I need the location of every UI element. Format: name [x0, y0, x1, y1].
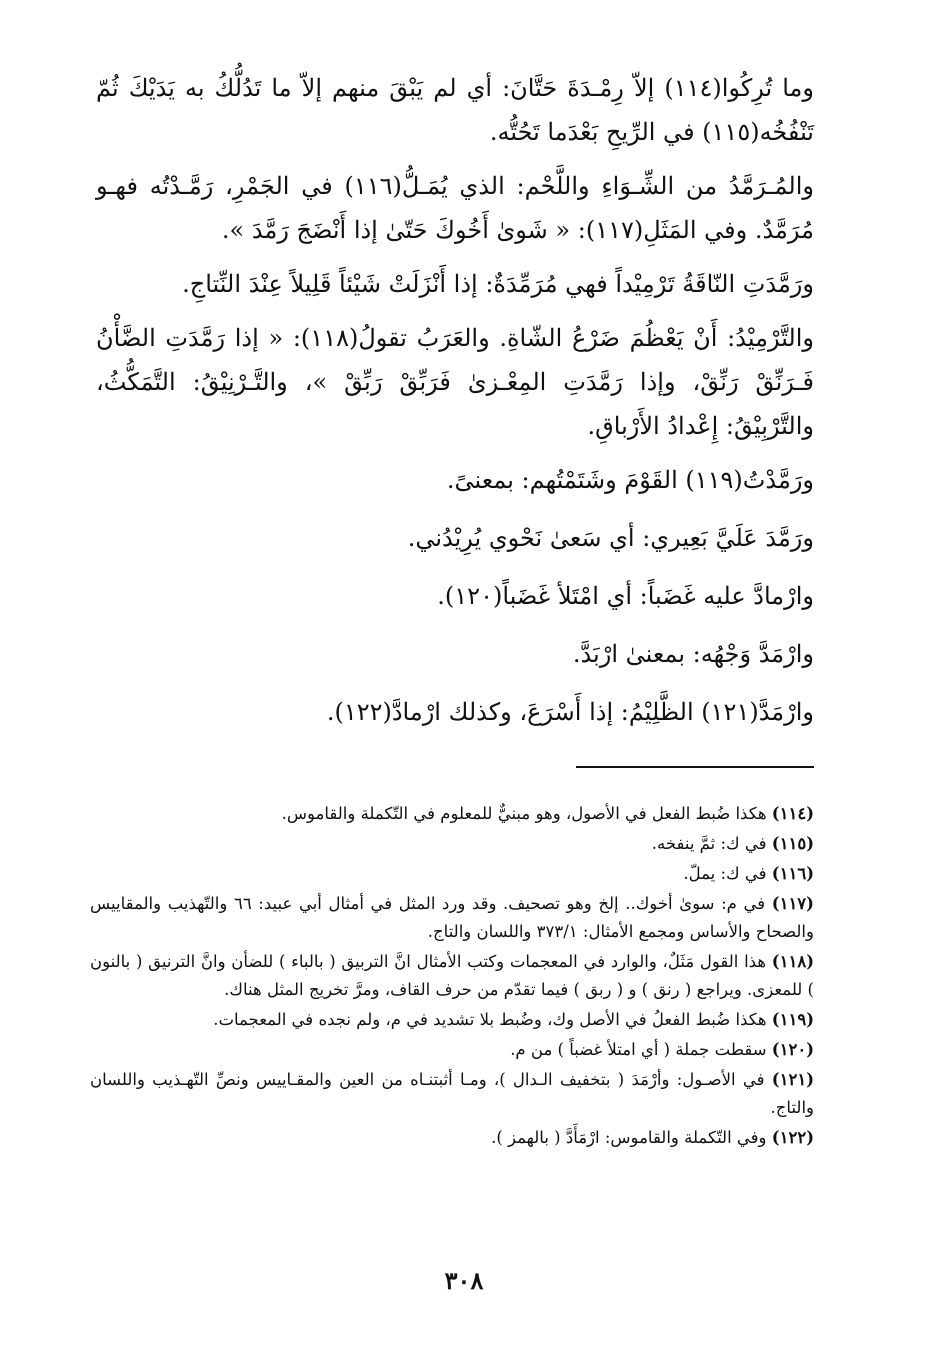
paragraph-1: وما تُرِكُوا(١١٤) إلاّ رِمْـدَةَ حَتَّانَ: أي لم يَبْقَ منهم إلاّ ما تَدُلُّكُ به يَدَيْكَ ثُمّ تَنْفُخُه(١١٥) في الرِّيحِ بَعْدَما تَحُتُّه.: [96, 74, 814, 146]
line-5: وارْمَدَّ(١٢١) الظَّلِيْمُ: إذا أَسْرَعَ، وكذلك ارْمادَّ(١٢٢).: [326, 698, 814, 726]
footnote-121: [90, 1066, 814, 1122]
main-text: [96, 66, 814, 748]
footnote-separator: [576, 766, 814, 768]
line-1: ورَمَّدْتُ(١١٩) القَوْمَ وشَتَمْتُهم: بمعنىً.: [446, 466, 814, 494]
footnote-text: في ك: يملّ.: [683, 864, 767, 883]
line-2: ورَمَّدَ عَلَيَّ بَعِيري: أي سَعىٰ نَحْوي يُرِيْدُني.: [407, 524, 814, 552]
footnote-number: (١١٤): [771, 804, 814, 823]
page-number: ٣٠٨: [444, 1266, 484, 1295]
footnote-115: [90, 830, 814, 858]
footnote-122: [90, 1124, 814, 1152]
footnote-116: [90, 860, 814, 888]
footnote-text: في ك: ثمَّ ينفخه.: [651, 834, 767, 853]
line-4: وارْمَدَّ وَجْهُه: بمعنىٰ ارْبَدَّ.: [572, 640, 814, 668]
footnote-text: هذا القول مَثَلٌ، والوارد في المعجمات وكتب الأمثال انَّ التربيق ( بالباء ) للضأن وانَّ الترنيق ( بالنون ) للمعزى. ويراجع ( رنق ) و ( ربق ) فيما تقدّم من حرف القاف، ومرَّ تخريج المثل هناك.: [90, 952, 814, 999]
footnote-117: [90, 890, 814, 946]
footnote-114: [90, 800, 814, 828]
footnote-text: في م: سوىٰ أخوك.. إلخ وهو تصحيف. وقد ورد المثل في أمثال أبي عبيد: ٦٦ والتّهذيب والمقاييس والصحاح والأساس ومجمع الأمثال: ٣٧٣/١ واللسان والتاج.: [90, 894, 814, 941]
footnotes: [90, 800, 814, 1154]
footnote-number: (١١٥): [771, 834, 814, 853]
paragraph-2: والمُـرَمَّدُ من الشِّـوَاءِ واللَّحْم: الذي يُمَـلُّ(١١٦) في الجَمْرِ، رَمَّـدْتُه فهـو مُرَمَّدٌ. وفي المَثَلِ(١١٧): « شَوىٰ أَخُوكَ حَتّىٰ إذا أَنْضَجَ رَمَّدَ ».: [96, 172, 814, 244]
footnote-number: (١١٩): [771, 1010, 814, 1029]
footnote-number: (١١٨): [771, 952, 814, 971]
footnote-119: [90, 1006, 814, 1034]
paragraph-4: والتَّرْمِيْدُ: أَنْ يَعْظُمَ ضَرْعُ الشّاةِ. والعَرَبُ تقولُ(١١٨): « إذا رَمَّدَتِ الضَّأْنُ فَـرَنِّقْ رَنِّقْ، وإذا رَمَّدَتِ المِعْـزىٰ فَرَبِّقْ رَبِّقْ »، والتَّـرْنِيْقُ: التَّمَكُّثُ، والتَّرْبِيْقُ: إِعْدادُ الأَرْباقِ.: [96, 324, 815, 440]
footnote-number: (١١٧): [771, 894, 814, 913]
footnote-number: (١٢٠): [771, 1040, 814, 1059]
footnote-text: سقطت جملة ( أي امتلأ غضباً ) من م.: [510, 1040, 767, 1059]
footnote-text: هكذا ضُبط الفعل في الأصول، وهو مبنيٌّ للمعلوم في التّكملة والقاموس.: [281, 804, 767, 823]
line-3: وارْمادَّ عليه غَضَباً: أي امْتَلأ غَضَباً(١٢٠).: [437, 582, 814, 610]
footnote-text: وفي التّكملة والقاموس: ارْمَأَدَّ ( بالهمز ).: [491, 1128, 767, 1147]
paragraph-3: ورَمَّدَتِ النّاقَةُ تَرْمِيْداً فهي مُرَمِّدَةٌ: إذا أَنْزَلَتْ شَيْئاً قَلِيلاً عِنْدَ النِّتاجِ.: [182, 270, 814, 298]
footnote-text: في الأصـول: وأرْمَدَ ( بتخفيف الـدال )، ومـا أثبتنـاه من العين والمقـاييس ونصِّ التّهـذيب واللسان والتاج.: [90, 1070, 814, 1117]
footnote-number: (١١٦): [771, 864, 814, 883]
footnote-118: [90, 948, 814, 1004]
footnote-120: [90, 1036, 814, 1064]
footnote-text: هكذا ضُبط الفعلُ في الأصل وك، وضُبط بلا تشديد في م، ولم نجده في المعجمات.: [213, 1010, 767, 1029]
footnote-number: (١٢٢): [771, 1128, 814, 1147]
footnote-number: (١٢١): [771, 1070, 815, 1089]
